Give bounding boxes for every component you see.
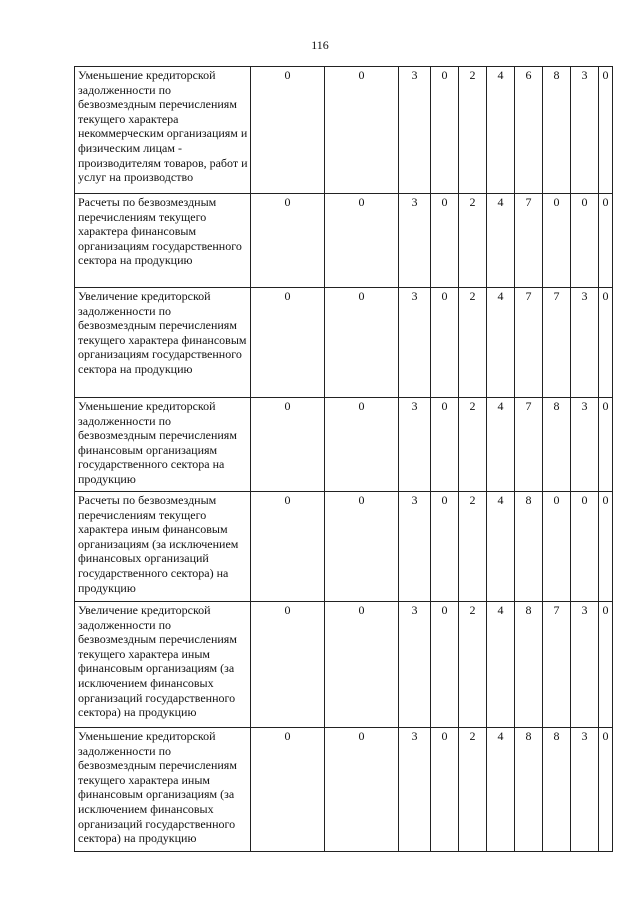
code-digit-cell: 8 <box>543 67 571 194</box>
code-digit-cell: 7 <box>515 288 543 398</box>
code-digit-cell: 2 <box>459 492 487 602</box>
table-row <box>75 67 613 194</box>
code-digit-cell: 0 <box>325 398 399 492</box>
code-digit-cell: 0 <box>431 67 459 194</box>
code-digit-cell: 0 <box>431 194 459 288</box>
code-digit-cell: 4 <box>487 194 515 288</box>
row-description: Увеличение кредиторской задолженности по безвозмездным перечислениям текущего характера иным финансовым организациям (за исключением финансовых организаций государственного сектора) на продукцию <box>75 602 251 728</box>
code-digit-cell: 3 <box>571 398 599 492</box>
code-digit-cell: 8 <box>515 728 543 852</box>
code-digit-cell: 0 <box>431 492 459 602</box>
code-digit-cell: 7 <box>515 398 543 492</box>
row-description: Уменьшение кредиторской задолженности по безвозмездным перечислениям текущего характера некоммерческим организациям и физическим лицам - производителям товаров, работ и услуг на производство <box>75 67 251 194</box>
code-digit-cell: 3 <box>399 398 431 492</box>
code-digit-cell: 2 <box>459 398 487 492</box>
code-digit-cell: 3 <box>571 602 599 728</box>
code-digit-cell: 4 <box>487 67 515 194</box>
code-digit-cell: 0 <box>599 398 613 492</box>
code-digit-cell: 0 <box>325 194 399 288</box>
code-digit-cell: 2 <box>459 602 487 728</box>
code-digit-cell: 3 <box>399 492 431 602</box>
code-digit-cell: 0 <box>599 492 613 602</box>
code-digit-cell: 0 <box>251 67 325 194</box>
code-digit-cell: 0 <box>599 194 613 288</box>
code-digit-cell: 0 <box>251 194 325 288</box>
code-digit-cell: 0 <box>251 288 325 398</box>
code-digit-cell: 3 <box>399 728 431 852</box>
code-digit-cell: 3 <box>571 67 599 194</box>
code-digit-cell: 0 <box>431 398 459 492</box>
code-digit-cell: 8 <box>515 602 543 728</box>
code-digit-cell: 6 <box>515 67 543 194</box>
code-digit-cell: 0 <box>599 602 613 728</box>
code-digit-cell: 7 <box>515 194 543 288</box>
budget-codes-table <box>74 66 613 852</box>
table-row <box>75 602 613 728</box>
row-description: Увеличение кредиторской задолженности по безвозмездным перечислениям текущего характера финансовым организациям государственного сектора на продукцию <box>75 288 251 398</box>
table-row <box>75 194 613 288</box>
row-description: Расчеты по безвозмездным перечислениям текущего характера финансовым организациям государственного сектора на продукцию <box>75 194 251 288</box>
code-digit-cell: 3 <box>571 728 599 852</box>
table-row <box>75 492 613 602</box>
code-digit-cell: 8 <box>515 492 543 602</box>
table-row <box>75 288 613 398</box>
code-digit-cell: 7 <box>543 288 571 398</box>
code-digit-cell: 0 <box>325 728 399 852</box>
code-digit-cell: 0 <box>325 288 399 398</box>
code-digit-cell: 0 <box>431 728 459 852</box>
code-digit-cell: 0 <box>571 492 599 602</box>
code-digit-cell: 0 <box>251 602 325 728</box>
code-digit-cell: 0 <box>599 288 613 398</box>
table-row <box>75 728 613 852</box>
code-digit-cell: 2 <box>459 194 487 288</box>
code-digit-cell: 0 <box>251 398 325 492</box>
code-digit-cell: 7 <box>543 602 571 728</box>
code-digit-cell: 0 <box>431 602 459 728</box>
code-digit-cell: 3 <box>399 194 431 288</box>
code-digit-cell: 8 <box>543 398 571 492</box>
code-digit-cell: 4 <box>487 492 515 602</box>
code-digit-cell: 3 <box>399 602 431 728</box>
row-description: Уменьшение кредиторской задолженности по безвозмездным перечислениям текущего характера иным финансовым организациям (за исключением финансовых организаций государственного сектора) на продукцию <box>75 728 251 852</box>
code-digit-cell: 0 <box>543 194 571 288</box>
code-digit-cell: 0 <box>325 602 399 728</box>
row-description: Уменьшение кредиторской задолженности по безвозмездным перечислениям финансовым организациям государственного сектора на продукцию <box>75 398 251 492</box>
code-digit-cell: 0 <box>251 492 325 602</box>
code-digit-cell: 2 <box>459 728 487 852</box>
page-number: 116 <box>311 38 329 52</box>
code-digit-cell: 4 <box>487 728 515 852</box>
code-digit-cell: 4 <box>487 602 515 728</box>
code-digit-cell: 0 <box>431 288 459 398</box>
code-digit-cell: 4 <box>487 288 515 398</box>
code-digit-cell: 4 <box>487 398 515 492</box>
code-digit-cell: 0 <box>599 728 613 852</box>
code-digit-cell: 0 <box>325 67 399 194</box>
code-digit-cell: 0 <box>599 67 613 194</box>
code-digit-cell: 3 <box>399 67 431 194</box>
code-digit-cell: 3 <box>399 288 431 398</box>
code-digit-cell: 0 <box>571 194 599 288</box>
code-digit-cell: 0 <box>251 728 325 852</box>
code-digit-cell: 2 <box>459 67 487 194</box>
code-digit-cell: 0 <box>325 492 399 602</box>
code-digit-cell: 8 <box>543 728 571 852</box>
code-digit-cell: 0 <box>543 492 571 602</box>
row-description: Расчеты по безвозмездным перечислениям текущего характера иным финансовым организациям (за исключением финансовых организаций государственного сектора) на продукцию <box>75 492 251 602</box>
table-row <box>75 398 613 492</box>
code-digit-cell: 2 <box>459 288 487 398</box>
code-digit-cell: 3 <box>571 288 599 398</box>
table-body <box>75 67 613 852</box>
